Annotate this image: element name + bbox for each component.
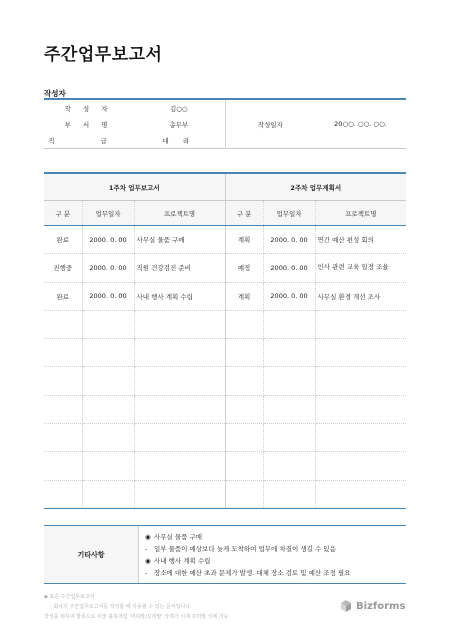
row1-project1: 사무실 물품 구매 bbox=[134, 226, 225, 254]
author-section-label: 작성자 bbox=[44, 89, 66, 98]
col-type-1: 구 분 bbox=[44, 201, 82, 226]
rank-value: 대 리 bbox=[162, 136, 196, 145]
col-type-2: 구 분 bbox=[225, 201, 263, 226]
writer-value: 김○○ bbox=[169, 104, 188, 113]
row2-type1: 진행중 bbox=[44, 254, 82, 282]
weekly-report-table bbox=[44, 172, 406, 509]
footnote bbox=[44, 592, 229, 622]
row1-type2: 계획 bbox=[225, 226, 263, 254]
misc-line-1: ◉ 사무실 물품 구매 bbox=[145, 533, 203, 541]
dept-label: 부 서 명 bbox=[64, 120, 113, 129]
brand-logo bbox=[339, 599, 405, 613]
empty-row bbox=[44, 424, 406, 452]
col-project-1: 프로젝트명 bbox=[134, 201, 225, 226]
dept-value: 총무부 bbox=[169, 120, 189, 129]
rank-label: 직 급 bbox=[48, 136, 129, 145]
table-row bbox=[44, 282, 406, 310]
radio-bullet-icon: ◉ bbox=[145, 533, 151, 541]
misc-line-3: ◉ 사내 행사 계획 수립 bbox=[145, 557, 211, 565]
empty-row bbox=[44, 339, 406, 367]
row1-project2: 연간 예산 편성 회의 bbox=[315, 226, 406, 254]
dash-bullet: - bbox=[145, 545, 148, 553]
empty-row bbox=[44, 367, 406, 395]
row2-project1: 직원 건강검진 준비 bbox=[134, 254, 225, 282]
row2-date2: 2000. 0. 00 bbox=[263, 254, 315, 282]
footnote-line-1: ◆ 표준 주간업무보고서 bbox=[44, 594, 95, 600]
row3-date1: 2000. 0. 00 bbox=[82, 282, 134, 310]
row1-date1: 2000. 0. 00 bbox=[82, 226, 134, 254]
date-value: 20○○. ○○. ○○. bbox=[334, 120, 387, 128]
date-label: 작성일자 bbox=[225, 99, 315, 149]
week2-title: 2주차 업무계획서 bbox=[225, 173, 406, 201]
footnote-line-2: - 회사의 주간업무보고서를 작성할 때 사용할 수 있는 문서입니다. bbox=[50, 604, 192, 610]
empty-row bbox=[44, 480, 406, 508]
empty-row bbox=[44, 310, 406, 338]
row3-type1: 완료 bbox=[44, 282, 82, 310]
row3-date2: 2000. 0. 00 bbox=[263, 282, 315, 310]
row2-date1: 2000. 0. 00 bbox=[82, 254, 134, 282]
col-project-2: 프로젝트명 bbox=[315, 201, 406, 226]
col-date-2: 업무일자 bbox=[263, 201, 315, 226]
week1-title: 1주차 업무보고서 bbox=[44, 173, 225, 201]
dash-bullet: - bbox=[145, 569, 148, 577]
page-title: 주간업무보고서 bbox=[44, 45, 163, 65]
col-date-1: 업무일자 bbox=[82, 201, 134, 226]
row1-date2: 2000. 0. 00 bbox=[263, 226, 315, 254]
brand-name: Bizforms bbox=[356, 600, 406, 612]
row1-type1: 완료 bbox=[44, 226, 82, 254]
footnote-line-3: 작성을 위하여 항목으로 미술 블록처럼 '머리말/꼬리말' 삭제가 이제 꼬리말 삭제 가능 bbox=[44, 614, 229, 620]
bizforms-logo-icon bbox=[339, 599, 353, 613]
table-row bbox=[44, 226, 406, 254]
radio-bullet-icon: ◉ bbox=[145, 557, 151, 565]
row3-project1: 사내 행사 계획 수립 bbox=[134, 282, 225, 310]
row2-project2: 인사 관련 교육 일정 조율 bbox=[315, 254, 406, 282]
misc-label: 기타사항 bbox=[44, 526, 139, 583]
table-row bbox=[44, 254, 406, 282]
misc-line-2: - 일부 물품이 예상보다 늦게 도착하여 업무에 차질이 생길 수 있음 bbox=[145, 545, 336, 553]
misc-line-4: - 장소에 대한 예산 초과 문제가 발생. 대체 장소 검토 및 예산 조정 필요 bbox=[145, 569, 351, 577]
row2-type2: 예정 bbox=[225, 254, 263, 282]
writer-label: 작 성 자 bbox=[64, 104, 113, 113]
misc-body bbox=[145, 531, 350, 579]
misc-section bbox=[44, 525, 406, 584]
author-table bbox=[44, 98, 406, 149]
row3-type2: 계획 bbox=[225, 282, 263, 310]
empty-row bbox=[44, 452, 406, 480]
empty-row bbox=[44, 395, 406, 423]
row3-project2: 사무실 환경 개선 조사 bbox=[315, 282, 406, 310]
